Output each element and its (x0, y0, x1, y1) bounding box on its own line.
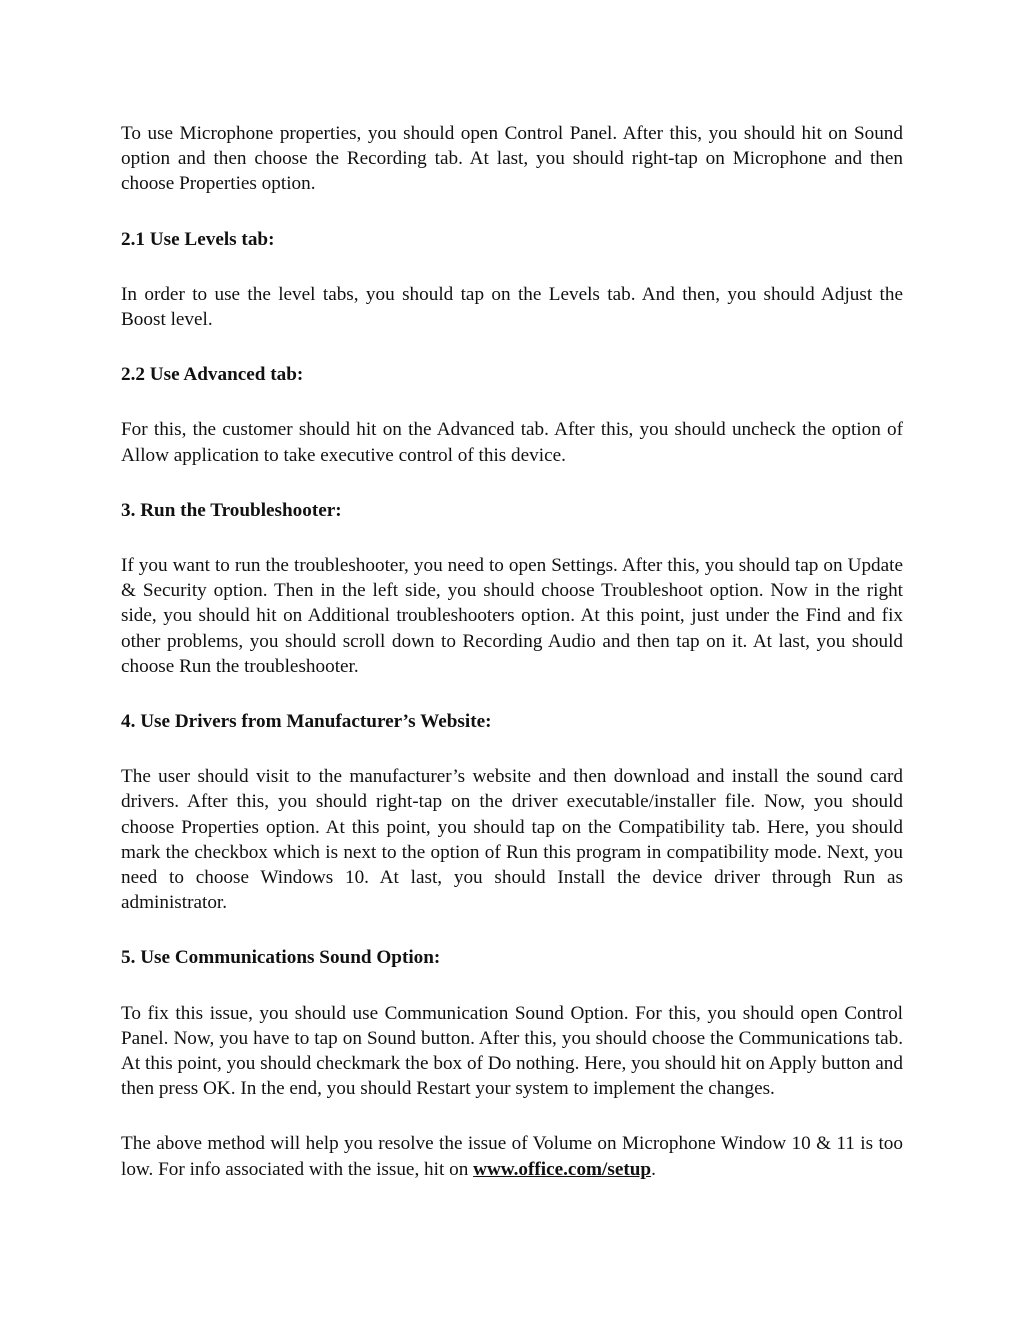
office-setup-link[interactable]: www.office.com/setup (473, 1158, 652, 1180)
closing-text: The above method will help you resolve the issue of Volume on Microphone Window 10 & 11 is too low. For info associated with the issue, hit on (121, 1133, 903, 1180)
communications-heading: 5. Use Communications Sound Option: (121, 947, 441, 969)
levels-paragraph: In order to use the level tabs, you should tap on the Levels tab. And then, you should Adjust the Boost level. (121, 283, 903, 331)
drivers-paragraph: The user should visit to the manufacturer’s website and then download and install the sound card drivers. After this, you should right-tap on the driver executable/installer file. Now, you should choose Properties option. At this point, you should tap on the Compatibility tab. Here, you should mark the checkbox which is next to the option of Run this program in compatibility mode. Next, you need to choose Windows 10. At last, you should Install the device driver through Run as administrator. (121, 766, 903, 914)
advanced-heading: 2.2 Use Advanced tab: (121, 364, 304, 386)
closing-paragraph (121, 1131, 903, 1181)
levels-heading: 2.1 Use Levels tab: (121, 228, 275, 250)
troubleshooter-paragraph: If you want to run the troubleshooter, you need to open Settings. After this, you should tap on Update & Security option. Then in the left side, you should choose Troubleshoot option. Now in the right side, you should hit on Additional troubleshooters option. At this point, just under the Find and fix other problems, you should scroll down to Recording Audio and then tap on it. At last, you should choose Run the troubleshooter. (121, 555, 903, 677)
document-page (121, 121, 903, 1212)
advanced-paragraph: For this, the customer should hit on the Advanced tab. After this, you should uncheck the option of Allow application to take executive control of this device. (121, 419, 903, 466)
drivers-heading: 4. Use Drivers from Manufacturer’s Website: (121, 711, 492, 733)
troubleshooter-heading: 3. Run the Troubleshooter: (121, 499, 342, 521)
communications-paragraph: To fix this issue, you should use Communication Sound Option. For this, you should open Control Panel. Now, you have to tap on Sound button. After this, you should choose the Communications tab. At this point, you should checkmark the box of Do nothing. Here, you should hit on Apply button and then press OK. In the end, you should Restart your system to implement the changes. (121, 1002, 903, 1100)
intro-paragraph: To use Microphone properties, you should open Control Panel. After this, you should hit on Sound option and then choose the Recording tab. At last, you should right-tap on Microphone and then choose Properties option. (121, 123, 903, 195)
closing-period: . (651, 1158, 656, 1180)
